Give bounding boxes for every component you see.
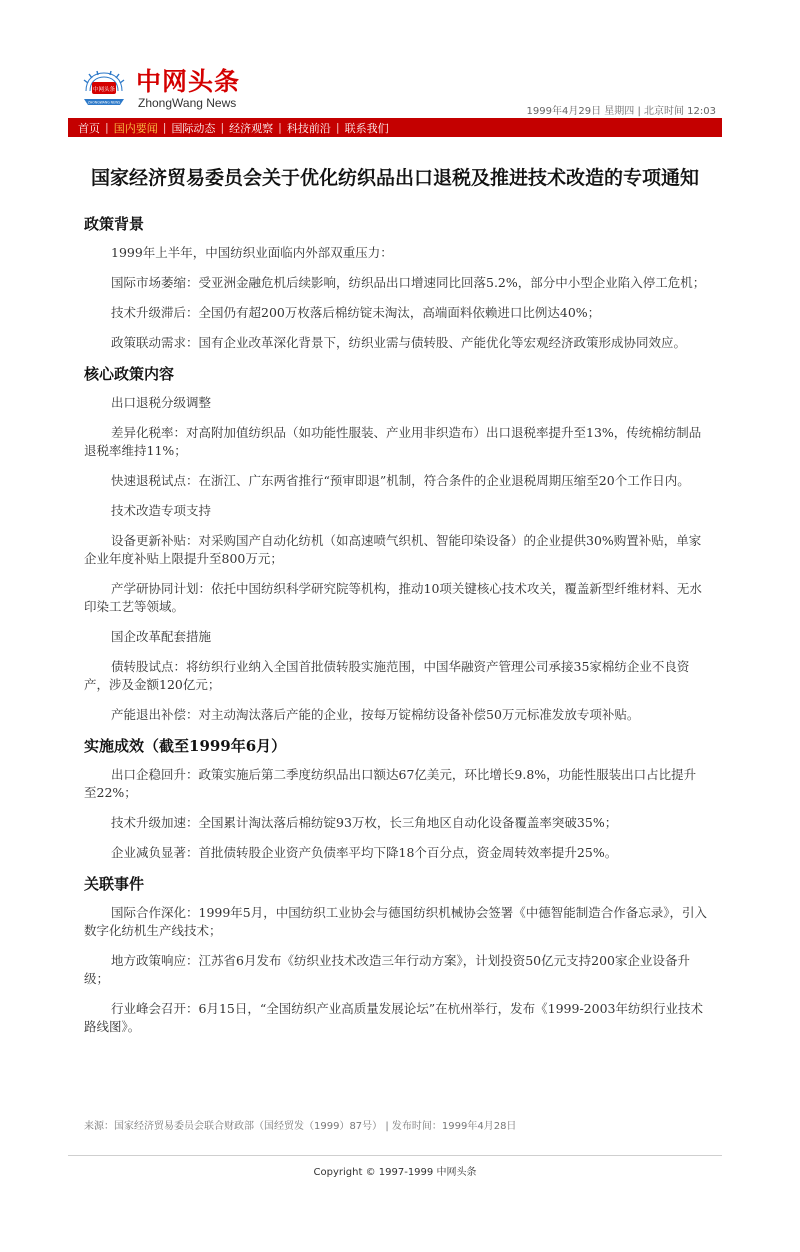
sub-heading: 技术改造专项支持 [111, 503, 212, 518]
main-nav [68, 118, 722, 137]
nav-item-economy[interactable]: 经济观察 [229, 121, 274, 135]
paragraph: 1999年上半年，中国纺织业面临内外部双重压力： [111, 245, 393, 260]
nav-item-contact[interactable]: 联系我们 [344, 121, 389, 135]
site-logo-icon[interactable] [80, 69, 128, 109]
site-name-cn[interactable]: 中网头条 [136, 67, 241, 96]
paragraph: 出口企稳回升：政策实施后第二季度纺织品出口额达67亿美元，环比增长9.8%，功能性服装出口占比提升至22%； [84, 767, 697, 800]
section-heading-background: 政策背景 [84, 215, 145, 233]
paragraph: 设备更新补贴：对采购国产自动化纺机（如高速喷气织机、智能印染设备）的企业提供30%购置补贴，单家企业年度补贴上限提升至800万元； [84, 533, 702, 566]
nav-separator: | [220, 121, 225, 134]
nav-item-home[interactable]: 首页 [78, 121, 100, 135]
paragraph: 产学研协同计划：依托中国纺织科学研究院等机构，推动10项关键核心技术攻关，覆盖新型纤维材料、无水印染工艺等领域。 [84, 581, 702, 614]
paragraph: 行业峰会召开：6月15日，“全国纺织产业高质量发展论坛”在杭州举行，发布《1999-2003年纺织行业技术路线图》。 [84, 1001, 703, 1034]
site-header [68, 0, 722, 118]
paragraph: 技术升级滞后：全国仍有超200万枚落后棉纺锭未淘汰，高端面料依赖进口比例达40%； [111, 305, 601, 320]
article-title: 国家经济贸易委员会关于优化纺织品出口退税及推进技术改造的专项通知 [90, 166, 699, 189]
paragraph: 政策联动需求：国有企业改革深化背景下，纺织业需与债转股、产能优化等宏观经济政策形成协同效应。 [111, 335, 687, 350]
nav-item-international[interactable]: 国际动态 [171, 121, 216, 135]
paragraph: 差异化税率：对高附加值纺织品（如功能性服装、产业用非织造布）出口退税率提升至13%，传统棉纺制品退税率维持11%； [84, 425, 702, 458]
paragraph: 技术升级加速：全国累计淘汰落后棉纺锭93万枚，长三角地区自动化设备覆盖率突破35%； [111, 815, 618, 830]
paragraph: 国际市场萎缩：受亚洲金融危机后续影响，纺织品出口增速同比回落5.2%，部分中小型企业陷入停工危机； [111, 275, 706, 290]
sub-heading: 出口退税分级调整 [111, 395, 212, 410]
footer-divider [68, 1155, 722, 1156]
nav-item-domestic-news[interactable]: 国内要闻 [113, 121, 158, 135]
paragraph: 快速退税试点：在浙江、广东两省推行“预审即退”机制，符合条件的企业退税周期压缩至20个工作日内。 [111, 473, 690, 488]
logo-seal-text: 中网头条 [92, 87, 116, 93]
paragraph: 地方政策响应：江苏省6月发布《纺织业技术改造三年行动方案》，计划投资50亿元支持200家企业设备升级； [84, 953, 690, 986]
section-heading-results: 实施成效（截至1999年6月） [84, 737, 287, 755]
site-name-en: ZhongWang News [138, 96, 237, 110]
logo-ribbon-text: ZHONGWANG NEWS [87, 100, 121, 105]
sub-heading: 国企改革配套措施 [111, 629, 212, 644]
paragraph: 产能退出补偿：对主动淘汰落后产能的企业，按每万锭棉纺设备补偿50万元标准发放专项补贴。 [111, 707, 640, 722]
source-line: 来源：国家经济贸易委员会联合财政部（国经贸发（1999）87号） | 发布时间：1999年4月28日 [84, 1121, 517, 1132]
page [68, 0, 722, 1178]
section-heading-related-events: 关联事件 [84, 875, 145, 893]
article-body [84, 214, 708, 1048]
nav-item-technology[interactable]: 科技前沿 [286, 121, 331, 135]
section-heading-core-policy: 核心政策内容 [84, 365, 175, 383]
dateline: 1999年4月29日 星期四 | 北京时间 12:03 [526, 106, 716, 117]
nav-separator: | [278, 121, 282, 134]
nav-separator: | [335, 121, 340, 134]
copyright-footer: Copyright © 1997-1999 中网头条 [313, 1167, 477, 1178]
nav-separator: | [105, 121, 109, 134]
nav-separator: | [162, 121, 167, 134]
paragraph: 国际合作深化：1999年5月，中国纺织工业协会与德国纺织机械协会签署《中德智能制造合作备忘录》，引入数字化纺机生产线技术； [84, 905, 708, 938]
paragraph: 企业减负显著：首批债转股企业资产负债率平均下降18个百分点，资金周转效率提升25%。 [111, 845, 618, 860]
paragraph: 债转股试点：将纺织行业纳入全国首批债转股实施范围，中国华融资产管理公司承接35家棉纺企业不良资产，涉及金额120亿元； [84, 659, 690, 692]
